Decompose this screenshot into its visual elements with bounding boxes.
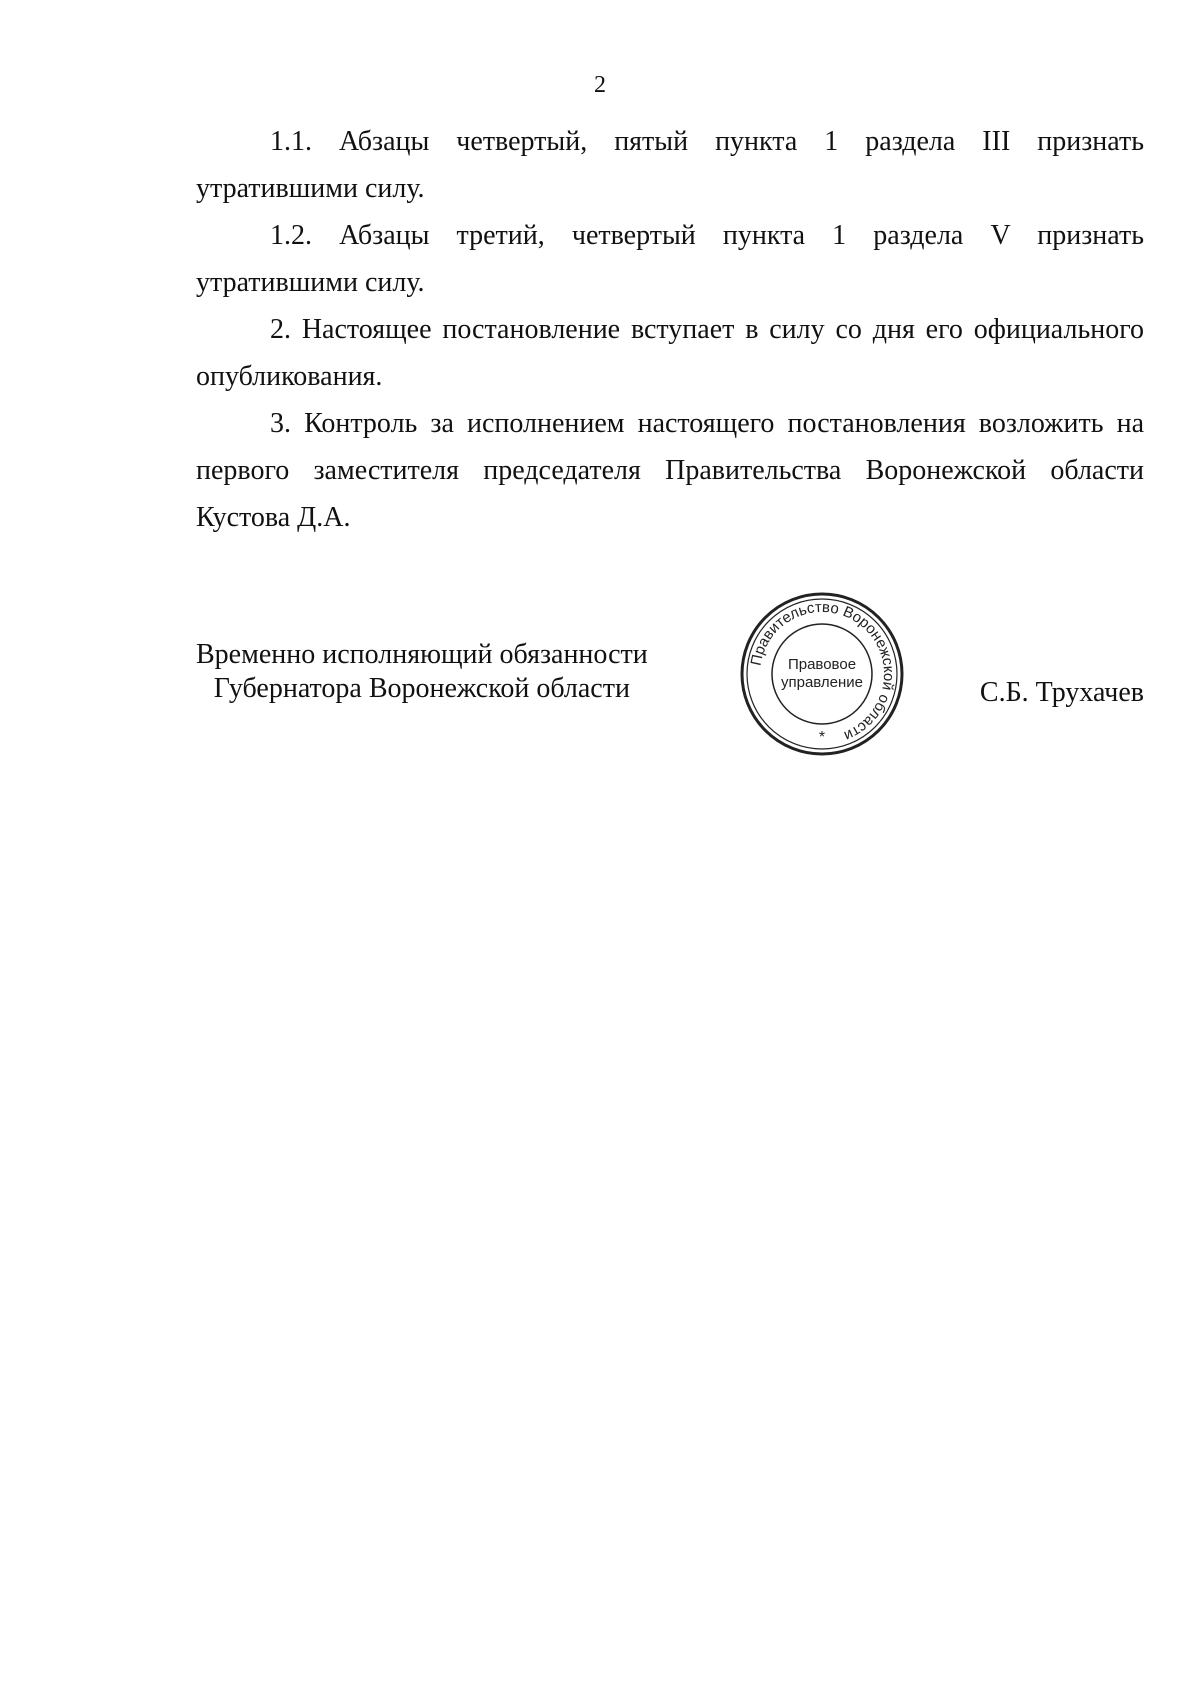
signature-block: [196, 638, 1144, 758]
signatory-position-line-2: Губернатора Воронежской области: [213, 673, 630, 704]
paragraph-1-2: 1.2. Абзацы третий, четвертый пункта 1 раздела V признать утратившими силу.: [196, 220, 1144, 298]
page-number: 2: [594, 72, 606, 98]
document-body: [196, 118, 1144, 541]
signatory-position-line-1: Временно исполняющий обязанности: [196, 639, 648, 670]
paragraph-1-1: 1.1. Абзацы четвертый, пятый пункта 1 раздела III признать утратившими силу.: [196, 126, 1144, 204]
official-seal: [738, 590, 906, 758]
signatory-name: С.Б. Трухачев: [979, 677, 1144, 708]
seal-center-line-1: Правовое: [787, 656, 857, 673]
signatory-position: [196, 638, 648, 706]
seal-ring-text-path: Правительство Воронежской области: [747, 598, 898, 745]
seal-center-line-2: управление: [780, 674, 864, 691]
paragraph-3: 3. Контроль за исполнением настоящего постановления возложить на первого заместителя председателя Правительства Воронежской области Кустова Д.А.: [196, 408, 1144, 533]
paragraph-2: 2. Настоящее постановление вступает в силу со дня его официального опубликования.: [196, 314, 1144, 392]
seal-star: *: [818, 729, 826, 746]
seal-center-text: [738, 590, 906, 758]
